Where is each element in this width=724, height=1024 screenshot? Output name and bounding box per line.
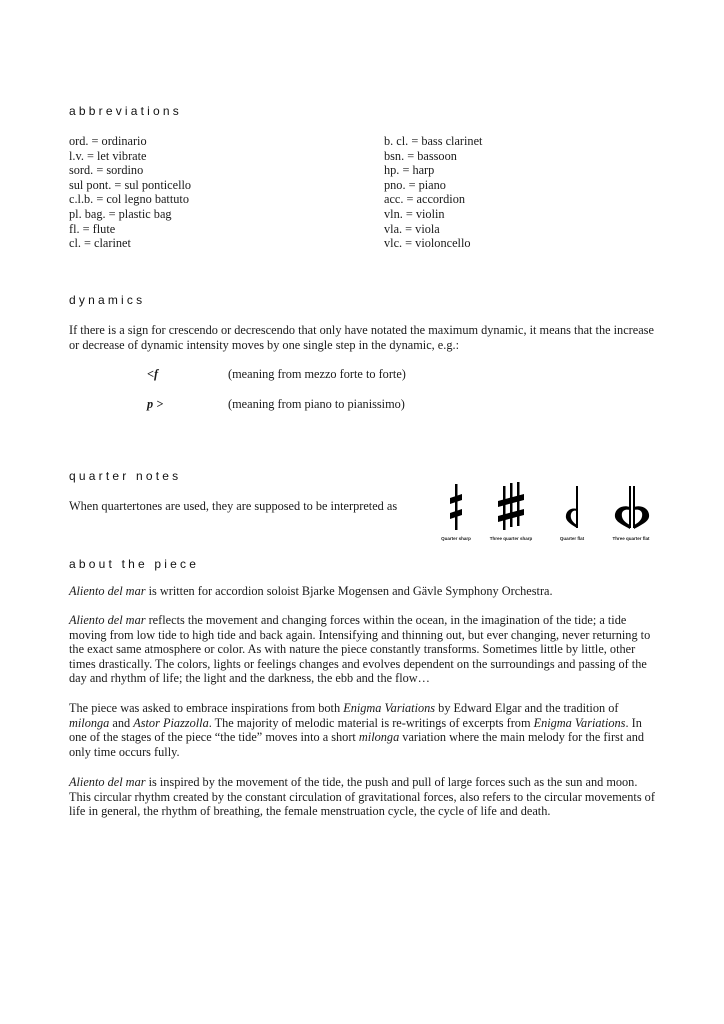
abbreviation: c.l.b. = col legno battuto — [69, 192, 189, 207]
about-paragraph — [69, 613, 659, 686]
about-paragraph — [69, 584, 659, 599]
quarter-flat-symbol — [552, 482, 592, 541]
abbreviation: vln. = violin — [384, 206, 445, 221]
text: reflects the movement and changing forces within the ocean, in the imagination of the tide; a tide moving from low tide to high tide and back again. Intensifying and thinning out, but ever changing, never returning to the exact same atmosphere or color. As with nature the piece constantly transforms. Sometimes little by little, other times drastically. The colors, lights or feelings changes and evolves dependent on the surroundings and passing of the day and rhythm of life; the light and the darkness, the ebb and the flow… — [69, 613, 651, 686]
quarter-sharp-symbol — [436, 482, 476, 541]
text: . In one of the stages of the piece “the tide” moves into a short — [69, 715, 642, 745]
abbreviation: acc. = accordion — [384, 192, 466, 207]
abbreviation: sord. = sordino — [69, 163, 144, 178]
dynamic-meaning: (meaning from piano to pianissimo) — [228, 397, 405, 411]
abbreviation: cl. = clarinet — [69, 236, 131, 251]
italic-text: milonga — [358, 730, 400, 745]
quarter-flat-icon — [562, 482, 582, 532]
piece-title: Aliento del mar — [69, 584, 146, 598]
abbreviation: hp. = harp — [384, 163, 435, 178]
about-paragraph — [69, 775, 659, 819]
italic-text: Astor Piazzolla — [133, 715, 209, 730]
quarter-notes-text: When quartertones are used, they are supposed to be interpreted as — [69, 499, 398, 513]
abbreviations-left-list — [69, 134, 191, 251]
piece-title: Aliento del mar — [69, 775, 146, 789]
symbol-label: Three quarter flat — [612, 536, 650, 541]
italic-text: Enigma Variations — [343, 701, 436, 715]
symbol-label: Quarter flat — [559, 536, 585, 541]
text: is written for accordion soloist Bjarke Mogensen and Gävle Symphony Orchestra. — [145, 584, 553, 598]
abbreviation: pno. = piano — [384, 177, 446, 192]
abbreviation: b. cl. = bass clarinet — [384, 134, 483, 148]
text: and — [109, 715, 134, 730]
abbreviations-right-list — [384, 134, 482, 251]
abbreviation: vlc. = violoncello — [384, 236, 471, 251]
abbreviation: vla. = viola — [384, 221, 440, 236]
abbreviation: pl. bag. = plastic bag — [69, 206, 172, 221]
abbreviations-heading: abbreviations — [69, 104, 182, 118]
quarter-sharp-icon — [446, 482, 466, 532]
about-heading: about the piece — [69, 557, 200, 571]
text: by Edward Elgar and the tradition of — [435, 701, 619, 715]
symbol-label: Three quarter sharp — [489, 536, 533, 541]
symbol-label: Quarter sharp — [441, 536, 471, 541]
dynamic-meaning: (meaning from mezzo forte to forte) — [228, 367, 406, 381]
text: . The majority of melodic material is re-writings of excerpts from — [208, 715, 534, 730]
dynamics-heading: dynamics — [69, 293, 146, 307]
quarter-notes-heading: quarter notes — [69, 469, 182, 483]
about-paragraph — [69, 701, 659, 759]
dynamics-text: If there is a sign for crescendo or decrescendo that only have notated the maximum dynamic, it means that the increase or decrease of dynamic intensity moves by one single step in the dynamic, e.g.: — [69, 323, 654, 352]
italic-text: Enigma Variations — [533, 715, 626, 730]
abbreviation: ord. = ordinario — [69, 134, 147, 148]
dynamic-sign: <f — [147, 367, 159, 381]
abbreviation: bsn. = bassoon — [384, 148, 457, 163]
abbreviation: l.v. = let vibrate — [69, 148, 147, 163]
three-quarter-sharp-icon — [494, 482, 528, 532]
dynamic-sign: p > — [147, 397, 164, 411]
italic-text: milonga — [69, 715, 110, 730]
three-quarter-flat-icon — [611, 482, 651, 532]
three-quarter-flat-symbol — [606, 482, 656, 541]
text: The piece was asked to embrace inspirations from both — [69, 701, 344, 715]
abbreviation: sul pont. = sul ponticello — [69, 177, 192, 192]
piece-title: Aliento del mar — [69, 613, 146, 627]
three-quarter-sharp-symbol — [486, 482, 536, 541]
abbreviation: fl. = flute — [69, 221, 116, 236]
text: variation where the main melody for the first and only time occurs fully. — [69, 730, 645, 759]
text: is inspired by the movement of the tide, the push and pull of large forces such as the sun and moon. This circular rhythm created by the constant circulation of gravitational forces, also refers to the circular movements of life in general, the rhythm of breathing, the female menstruation cycle, the cycle of life and death. — [69, 775, 655, 819]
